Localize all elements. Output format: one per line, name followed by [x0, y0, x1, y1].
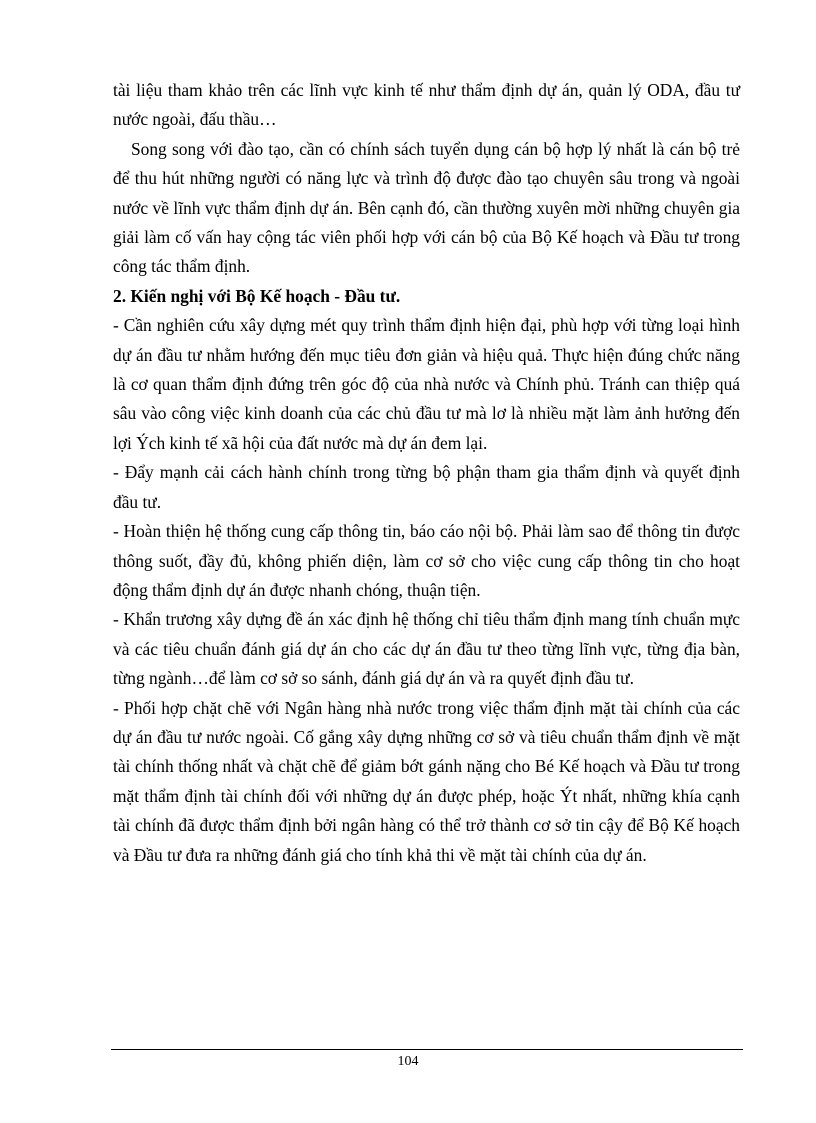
section-heading: 2. Kiến nghị với Bộ Kế hoạch - Đầu tư. — [113, 285, 401, 306]
bullet-bank-coordination: - Phối hợp chặt chẽ với Ngân hàng nhà nước trong việc thẩm định mặt tài chính của các dự án đầu tư nước ngoài. Cố gắng xây dựng những cơ sở và tiêu chuẩn thẩm định về mặt tài chính thống nhất và chặt chẽ để giảm bớt gánh nặng cho Bé Kế hoạch và Đầu tư trong mặt thẩm định tài chính đối với những dự án được phép, hoặc Ýt nhất, những khía cạnh tài chính đã được thẩm định bởi ngân hàng có thể trở thành cơ sở tin cậy để Bộ Kế hoạch và Đầu tư đưa ra những đánh giá cho tính khả thi về mặt tài chính của dự án. — [113, 697, 740, 865]
bullet-appraisal-criteria: - Khẩn trương xây dựng đề án xác định hệ thống chỉ tiêu thẩm định mang tính chuẩn mực và các tiêu chuẩn đánh giá dự án cho các dự án đầu tư theo từng lĩnh vực, từng địa bàn, từng ngành…để làm cơ sở so sánh, đánh giá dự án và ra quyết định đầu tư. — [113, 609, 740, 689]
document-body — [113, 76, 740, 870]
footer-divider — [111, 1049, 743, 1050]
bullet-information-system: - Hoàn thiện hệ thống cung cấp thông tin, báo cáo nội bộ. Phải làm sao để thông tin được thông suốt, đầy đủ, không phiến diện, làm cơ sở cho việc cung cấp thông tin cho hoạt động thẩm định dự án được nhanh chóng, thuận tiện. — [113, 521, 740, 600]
paragraph-recruitment: Song song với đào tạo, cần có chính sách tuyển dụng cán bộ hợp lý nhất là cán bộ trẻ để thu hút những người có năng lực và trình độ được đào tạo chuyên sâu trong và ngoài nước về lĩnh vực thẩm định dự án. Bên cạnh đó, cần thường xuyên mời những chuyên gia giải làm cố vấn hay cộng tác viên phối hợp với cán bộ của Bộ Kế hoạch và Đầu tư trong công tác thẩm định. — [113, 138, 740, 277]
bullet-appraisal-process: - Cần nghiên cứu xây dựng mét quy trình thẩm định hiện đại, phù hợp với từng loại hình dự án đầu tư nhằm hướng đến mục tiêu đơn giản và hiệu quả. Thực hiện đúng chức năng là cơ quan thẩm định đứng trên góc độ của nhà nước và Chính phủ. Tránh can thiệp quá sâu vào công việc kinh doanh của các chủ đầu tư mà lơ là nhiều mặt làm ảnh hưởng đến lợi Ých kinh tế xã hội của đất nước mà dự án đem lại. — [113, 315, 740, 453]
bullet-administrative-reform: - Đẩy mạnh cải cách hành chính trong từng bộ phận tham gia thẩm định và quyết định đầu tư. — [113, 462, 740, 512]
page-number: 104 — [397, 1054, 419, 1069]
paragraph-continuation: tài liệu tham khảo trên các lĩnh vực kinh tế như thẩm định dự án, quản lý ODA, đầu tư nước ngoài, đấu thầu… — [113, 80, 740, 130]
